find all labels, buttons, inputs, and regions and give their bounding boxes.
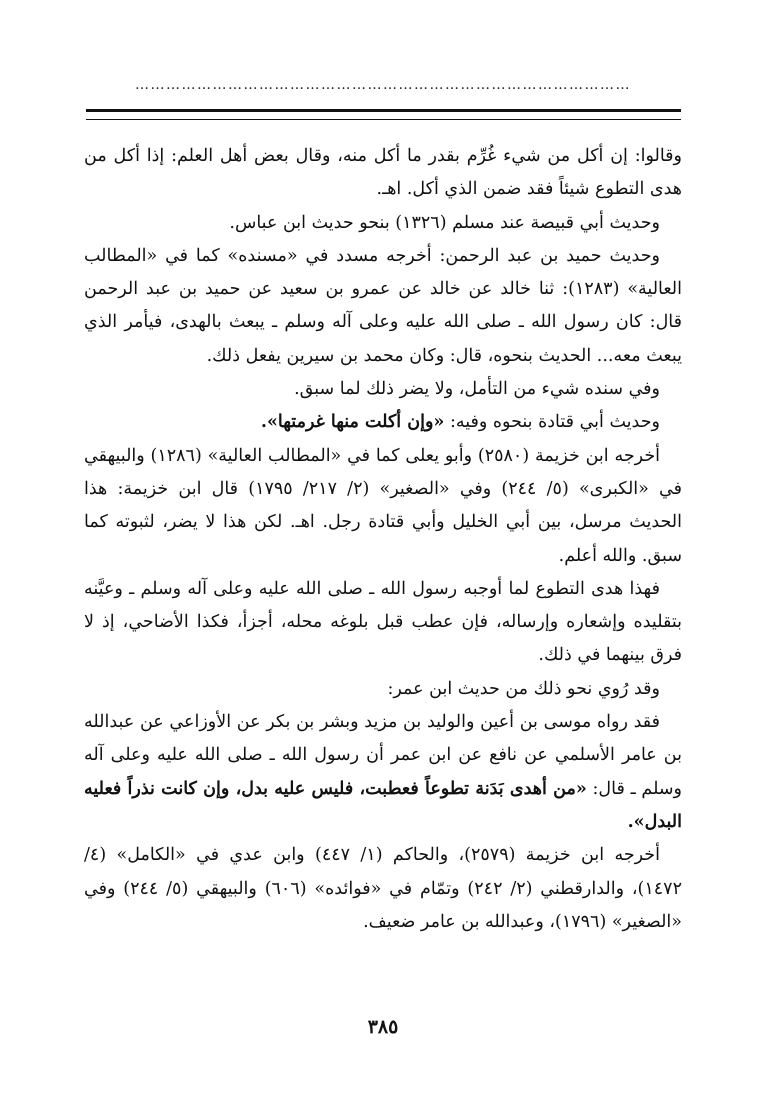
hadith-quote: «وإن أكلت منها غرمتها». — [260, 412, 445, 433]
paragraph-text: وحديث حميد بن عبد الرحمن: أخرجه مسدد في «مسنده» كما في «المطالب العالية» (١٢٨٣): ثنا خالد عن خالد عن عمرو بن سعيد عن حميد بن عبد الرحمن قال: كان رسول الله ـ صلى الله عليه وعلى آله وسلم ـ يبعث بالهدى، فيأمر الذي يبعث معه... الحديث بنحوه، قال: وكان محمد بن سيرين يفعل ذلك. — [84, 245, 683, 366]
header-rule-thin — [86, 119, 681, 120]
paragraph-text: أخرجه ابن خزيمة (٢٥٨٠) وأبو يعلى كما في «المطالب العالية» (١٢٨٦) والبيهقي في «الكبرى» (٥/ ٢٤٤) وفي «الصغير» (٢/ ٢١٧/ ١٧٩٥) قال ابن خزيمة: هذا الحديث مرسل، بين أبي الخليل وأبي قتادة رجل. اهـ. لكن هذا لا يضر، لثبوته كما سبق. والله أعلم. — [84, 445, 683, 566]
page-number: ٣٨٥ — [367, 1016, 399, 1038]
paragraph-text: وقد رُوي نحو ذلك من حديث ابن عمر: — [387, 678, 660, 699]
paragraph-text: أخرجه ابن خزيمة (٢٥٧٩)، والحاكم (١/ ٤٤٧) وابن عدي في «الكامل» (٤/ ١٤٧٢)، والدارقطني (٢/ ٢٤٢) وتمّام في «فوائده» (٦٠٦) والبيهقي (٥/ ٢٤٤) وفي «الصغير» (١٧٩٦)، وعبدالله بن عامر ضعيف. — [84, 845, 682, 932]
paragraph-text: وفي سنده شيء من التأمل، ولا يضر ذلك لما سبق. — [294, 379, 660, 400]
paragraph-text: وحديث أبي قبيصة عند مسلم (١٣٢٦) بنحو حديث ابن عباس. — [229, 212, 660, 233]
paragraph — [84, 573, 682, 673]
paragraph-text: فقد رواه موسى بن أعين والوليد بن مزيد وبشر بن بكر عن الأوزاعي عن عبدالله بن عامر الأسلمي عن نافع عن ابن عمر أن رسول الله ـ صلى الله عليه وعلى آله وسلم ـ قال: — [84, 712, 682, 799]
header-dotted-line: …………………………………………………………………………………… — [135, 80, 631, 90]
paragraph-text: وحديث أبي قتادة بنحوه وفيه: — [444, 412, 660, 433]
paragraph — [84, 240, 682, 373]
paragraph-text: فهذا هدى التطوع لما أوجبه رسول الله ـ صلى الله عليه وعلى آله وسلم ـ وعيَّنه بتقليده وإشعاره وإرساله، فإن عطب قبل بلوغه محله، أجزأ، فكذا الأضاحي، إذ لا فرق بينهما في ذلك. — [84, 578, 682, 666]
paragraph — [84, 140, 682, 207]
paragraph — [84, 207, 682, 240]
hadith-quote: «من أهدى بَدَنة تطوعاً فعطبت، فليس عليه بدل، وإن كانت نذراً فعليه البدل». — [84, 778, 682, 832]
paragraph — [84, 839, 682, 939]
paragraph — [84, 706, 682, 839]
paragraph — [84, 440, 682, 573]
paragraph — [84, 673, 682, 706]
paragraph — [84, 406, 682, 439]
body-text — [84, 140, 682, 939]
header-rule-thick — [86, 109, 681, 112]
paragraph-text: وقالوا: إن أكل من شيء غُرِّم بقدر ما أكل منه، وقال بعض أهل العلم: إذا أكل من هدى التطوع شيئاً فقد ضمن الذي أكل. اهـ. — [84, 146, 682, 200]
paragraph — [84, 373, 682, 406]
